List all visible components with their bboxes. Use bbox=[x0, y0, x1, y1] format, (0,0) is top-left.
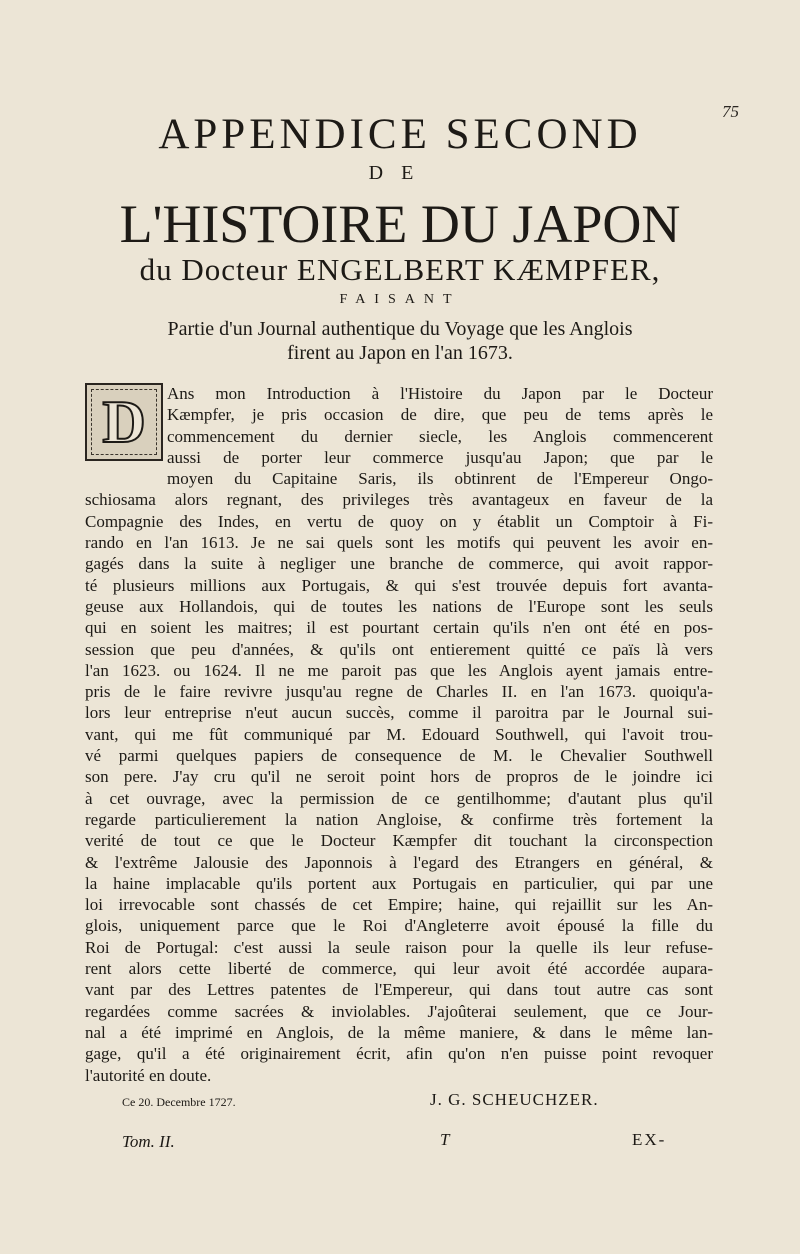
dropcap-ornament bbox=[91, 389, 157, 455]
body-line: pris de le faire revivre jusqu'au regne de Charles II. en l'an 1673. quoiqu'a- bbox=[85, 682, 713, 702]
body-line: rando en l'an 1613. Je ne sai quels sont les motifs qui peuvent les avoir en- bbox=[85, 533, 713, 553]
title-faisant: FAISANT bbox=[339, 292, 461, 307]
body-line: regardées comme sacrées & inviolables. J'ajoûterai seulement, que ce Jour- bbox=[85, 1001, 713, 1021]
body-line: vant par des Lettres patentes de l'Empereur, qui dans tout autre cas sont bbox=[85, 980, 713, 1000]
body-line: loi irrevocable sont chassés de cet Empire; haine, qui rejaillit sur les An- bbox=[85, 895, 713, 915]
body-line: aussi de porter leur commerce jusqu'au Japon; que par le bbox=[167, 447, 713, 467]
title-histoire: L'HISTOIRE DU JAPON bbox=[119, 194, 681, 254]
body-line: té plusieurs millions aux Portugais, & qui s'est trouvée depuis fort avanta- bbox=[85, 575, 713, 595]
subtitle-line-1: Partie d'un Journal authentique du Voyage que les Anglois bbox=[167, 318, 633, 340]
body-line: la haine implacable qu'ils portent aux Portugais en particulier, qui par une bbox=[85, 873, 713, 893]
body-line: vant, qui me fût communiqué par M. Edouard Southwell, qui l'avoit trou- bbox=[85, 724, 713, 744]
body-line: nal a été imprimé en Anglois, de la même maniere, & dans le même lan- bbox=[85, 1022, 713, 1042]
body-line: gage, qu'il a été originairement écrit, afin qu'on n'en puisse point revoquer bbox=[85, 1044, 713, 1064]
volume-mark: Tom. II. bbox=[122, 1132, 175, 1151]
subtitle-line-2: firent au Japon en l'an 1673. bbox=[287, 342, 513, 364]
body-line: & l'extrême Jalousie des Japonnois à l'egard des Etrangers en général, & bbox=[85, 852, 713, 872]
body-line: lors leur entreprise n'eut aucun succès, comme il paroitra par le Journal sui- bbox=[85, 703, 713, 723]
body-line: glois, uniquement parce que le Roi d'Angleterre avoit épousé la fille du bbox=[85, 916, 713, 936]
body-line: commencement du dernier siecle, les Anglois commencerent bbox=[167, 426, 713, 446]
title-appendice: APPENDICE SECOND bbox=[158, 111, 642, 158]
body-line: geuse aux Hollandois, qui de toutes les nations de l'Europe sont les seuls bbox=[85, 596, 713, 616]
title-de: DE bbox=[368, 162, 432, 184]
body-line: schiosama alors regnant, des privileges très avantageux en faveur de la bbox=[85, 490, 713, 510]
body-line: gagés dans la suite à negliger une branche de commerce, qui avoit rappor- bbox=[85, 554, 713, 574]
body-text bbox=[85, 383, 713, 1086]
dropcap-letter: D bbox=[102, 389, 146, 455]
signature-mark: T bbox=[440, 1130, 450, 1149]
body-line: Ans mon Introduction à l'Histoire du Japon par le Docteur bbox=[167, 384, 713, 403]
signature: J. G. SCHEUCHZER. bbox=[430, 1090, 599, 1109]
date-line: Ce 20. Decembre 1727. bbox=[122, 1095, 236, 1109]
body-line: session que peu d'années, & qu'ils ont entierement quitté ce païs là vers bbox=[85, 639, 713, 659]
body-line: son pere. J'ay cru qu'il ne seroit point hors de propros de le joindre ici bbox=[85, 767, 713, 787]
body-line: l'autorité en doute. bbox=[85, 1065, 212, 1085]
body-line: Roi de Portugal: c'est aussi la seule raison pour la quelle ils leur refuse- bbox=[85, 937, 713, 957]
body-line: Kæmpfer, je pris occasion de dire, que peu de tems après le bbox=[167, 405, 713, 425]
body-line: verité de tout ce que le Docteur Kæmpfer dit touchant la circonspection bbox=[85, 831, 713, 851]
catchword: EX- bbox=[632, 1130, 667, 1149]
folio-number: 75 bbox=[722, 102, 739, 121]
body-line: qui en soient les maitres; il est pourtant certain qu'ils n'en ont été en pos- bbox=[85, 618, 713, 638]
body-line: rent alors cette liberté de commerce, qui leur avoit été accordée aupara- bbox=[85, 959, 713, 979]
body-line: Compagnie des Indes, en vertu de quoy on y établit un Comptoir à Fi- bbox=[85, 511, 713, 531]
body-line: à cet ouvrage, avec la permission de ce gentilhomme; d'autant plus qu'il bbox=[85, 788, 713, 808]
body-line: vé parmi quelques papiers de consequence de M. le Chevalier Southwell bbox=[85, 746, 713, 766]
ornamental-dropcap bbox=[85, 383, 163, 461]
body-line: regarde particulierement la nation Angloise, & confirme très fortement la bbox=[85, 809, 713, 829]
body-line: l'an 1623. ou 1624. Il ne me paroit pas que les Anglois ayent jamais entre- bbox=[85, 660, 713, 680]
body-line: moyen du Capitaine Saris, ils obtinrent de l'Empereur Ongo- bbox=[167, 469, 713, 489]
title-author: du Docteur ENGELBERT KÆMPFER, bbox=[139, 252, 661, 287]
